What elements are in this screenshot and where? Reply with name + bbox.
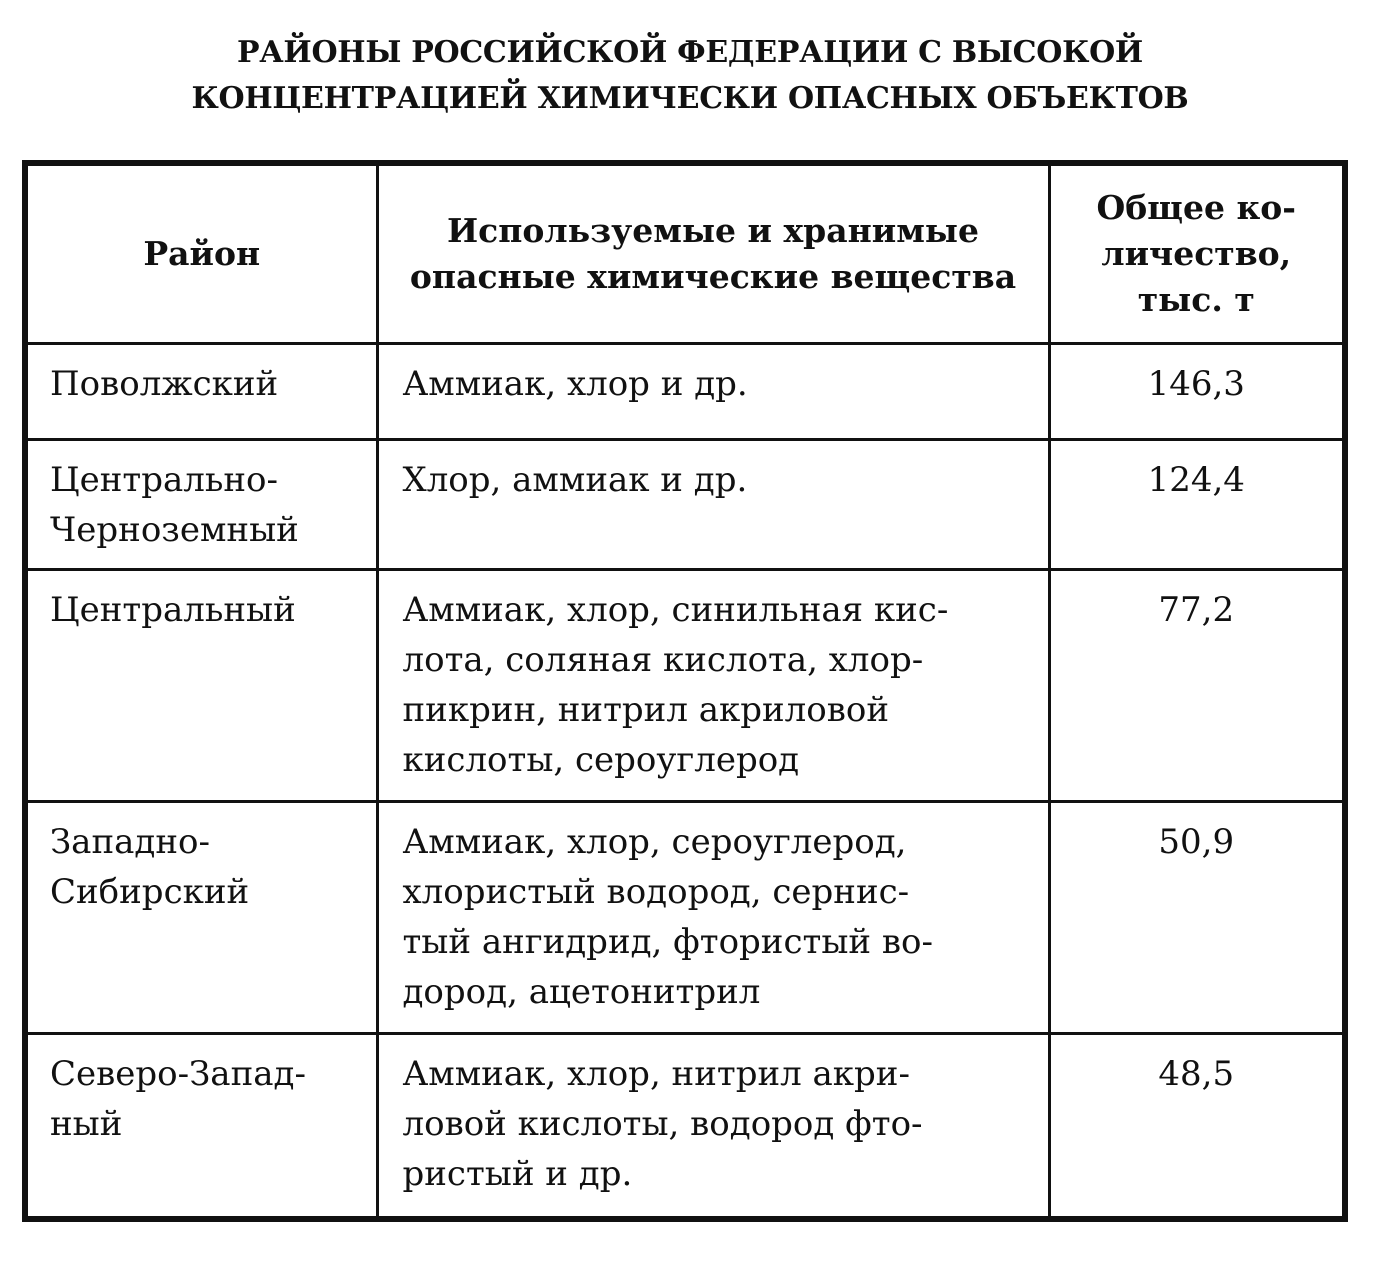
header-region-label: Район xyxy=(143,233,261,273)
cell-total xyxy=(1049,801,1345,1033)
cell-substances xyxy=(377,801,1049,1033)
header-substances xyxy=(377,163,1049,343)
title-line-2: КОНЦЕНТРАЦИЕЙ ХИМИЧЕСКИ ОПАСНЫХ ОБЪЕКТОВ xyxy=(191,81,1189,116)
header-substances-label: Используемые и хранимые опасные химические вещества xyxy=(409,210,1017,296)
total-value: 50,9 xyxy=(1158,821,1235,862)
table-row xyxy=(25,801,1345,1033)
cell-substances xyxy=(377,439,1049,569)
table-row xyxy=(25,1033,1345,1219)
region-text: Северо-Запад- ный xyxy=(50,1053,306,1144)
table-row xyxy=(25,439,1345,569)
document-title xyxy=(0,30,1380,122)
cell-substances xyxy=(377,569,1049,801)
cell-total xyxy=(1049,343,1345,439)
header-total-label: Общее ко- личество, тыс. т xyxy=(1096,187,1296,319)
table-row xyxy=(25,569,1345,801)
cell-substances xyxy=(377,343,1049,439)
total-value: 124,4 xyxy=(1147,459,1245,500)
substances-text: Аммиак, хлор, сероуглерод, хлористый водород, сернис- тый ангидрид, фтористый во- дород, ацетонитрил xyxy=(402,821,933,1012)
region-text: Поволжский xyxy=(50,363,279,404)
substances-text: Аммиак, хлор, синильная кис- лота, соляная кислота, хлор- пикрин, нитрил акриловой кислоты, сероуглерод xyxy=(402,589,949,780)
cell-total xyxy=(1049,439,1345,569)
header-region xyxy=(25,163,377,343)
cell-total xyxy=(1049,1033,1345,1219)
regions-table xyxy=(22,160,1348,1222)
substances-text: Аммиак, хлор, нитрил акри- ловой кислоты, водород фто- ристый и др. xyxy=(402,1053,923,1194)
substances-text: Хлор, аммиак и др. xyxy=(402,459,748,500)
region-text: Центрально- Черноземный xyxy=(50,459,299,550)
cell-region xyxy=(25,801,377,1033)
cell-substances xyxy=(377,1033,1049,1219)
title-line-1: РАЙОНЫ РОССИЙСКОЙ ФЕДЕРАЦИИ С ВЫСОКОЙ xyxy=(237,35,1143,70)
header-total xyxy=(1049,163,1345,343)
cell-region xyxy=(25,439,377,569)
table-row xyxy=(25,343,1345,439)
total-value: 48,5 xyxy=(1158,1053,1235,1094)
total-value: 146,3 xyxy=(1147,363,1245,404)
cell-region xyxy=(25,1033,377,1219)
cell-region xyxy=(25,343,377,439)
substances-text: Аммиак, хлор и др. xyxy=(402,363,748,404)
region-text: Центральный xyxy=(50,589,296,630)
table-header-row xyxy=(25,163,1345,343)
total-value: 77,2 xyxy=(1158,589,1235,630)
cell-region xyxy=(25,569,377,801)
region-text: Западно- Сибирский xyxy=(50,821,250,912)
cell-total xyxy=(1049,569,1345,801)
